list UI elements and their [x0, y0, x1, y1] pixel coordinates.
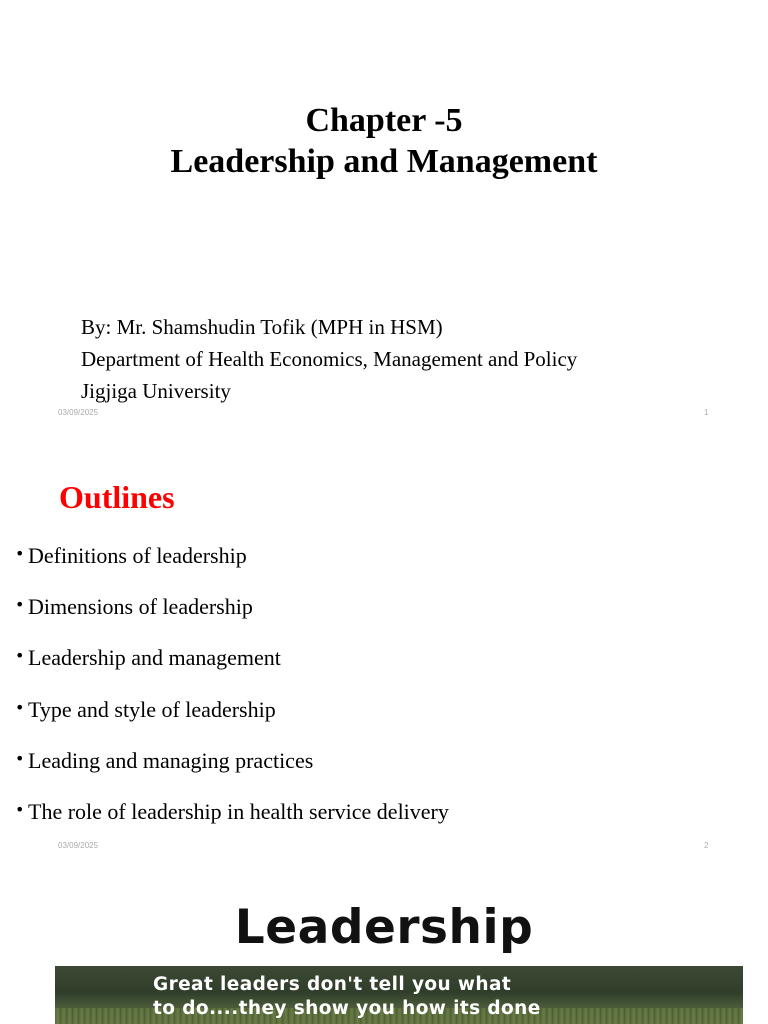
list-item-text: Dimensions of leadership — [28, 594, 253, 620]
bullet-icon: • — [15, 544, 25, 563]
list-item — [15, 590, 449, 641]
quote-line-1: Great leaders don't tell you what — [153, 974, 512, 995]
title-line-2: Leadership and Management — [170, 143, 598, 180]
slide-3 — [0, 866, 768, 1024]
quote-banner-image — [55, 966, 743, 1024]
slide-2 — [0, 433, 768, 866]
list-item — [15, 744, 449, 795]
list-item — [15, 641, 449, 692]
outline-list — [15, 539, 449, 846]
bullet-icon: • — [15, 697, 25, 717]
footer-date: 03/09/2025 — [58, 841, 99, 850]
list-item — [15, 693, 449, 744]
title-line-1: Chapter -5 — [305, 102, 463, 139]
author-byline — [81, 311, 577, 407]
bullet-icon: • — [15, 646, 25, 666]
list-item — [15, 539, 449, 590]
bullet-icon: • — [15, 799, 25, 819]
list-item-text: Type and style of leadership — [28, 696, 276, 722]
author-line: By: Mr. Shamshudin Tofik (MPH in HSM) — [81, 315, 443, 339]
page-number: 2 — [704, 841, 709, 850]
list-item-text: Leading and managing practices — [28, 747, 314, 773]
slide-1 — [0, 0, 768, 433]
page-number: 1 — [704, 408, 709, 417]
outlines-heading: Outlines — [59, 479, 175, 515]
quote-line-2: to do....they show you how its done — [153, 998, 541, 1019]
quote-text — [153, 973, 541, 1021]
university-line: Jigjiga University — [81, 379, 231, 403]
leadership-heading: Leadership — [234, 900, 534, 955]
list-item — [15, 795, 449, 846]
department-line: Department of Health Economics, Management and Policy — [81, 347, 578, 371]
footer-date: 03/09/2025 — [58, 408, 99, 417]
list-item-text: Leadership and management — [28, 645, 281, 671]
list-item-text: The role of leadership in health service delivery — [28, 798, 449, 824]
slide-title — [0, 100, 768, 182]
list-item-text: Definitions of leadership — [28, 543, 247, 568]
bullet-icon: • — [15, 748, 25, 768]
bullet-icon: • — [15, 595, 25, 615]
